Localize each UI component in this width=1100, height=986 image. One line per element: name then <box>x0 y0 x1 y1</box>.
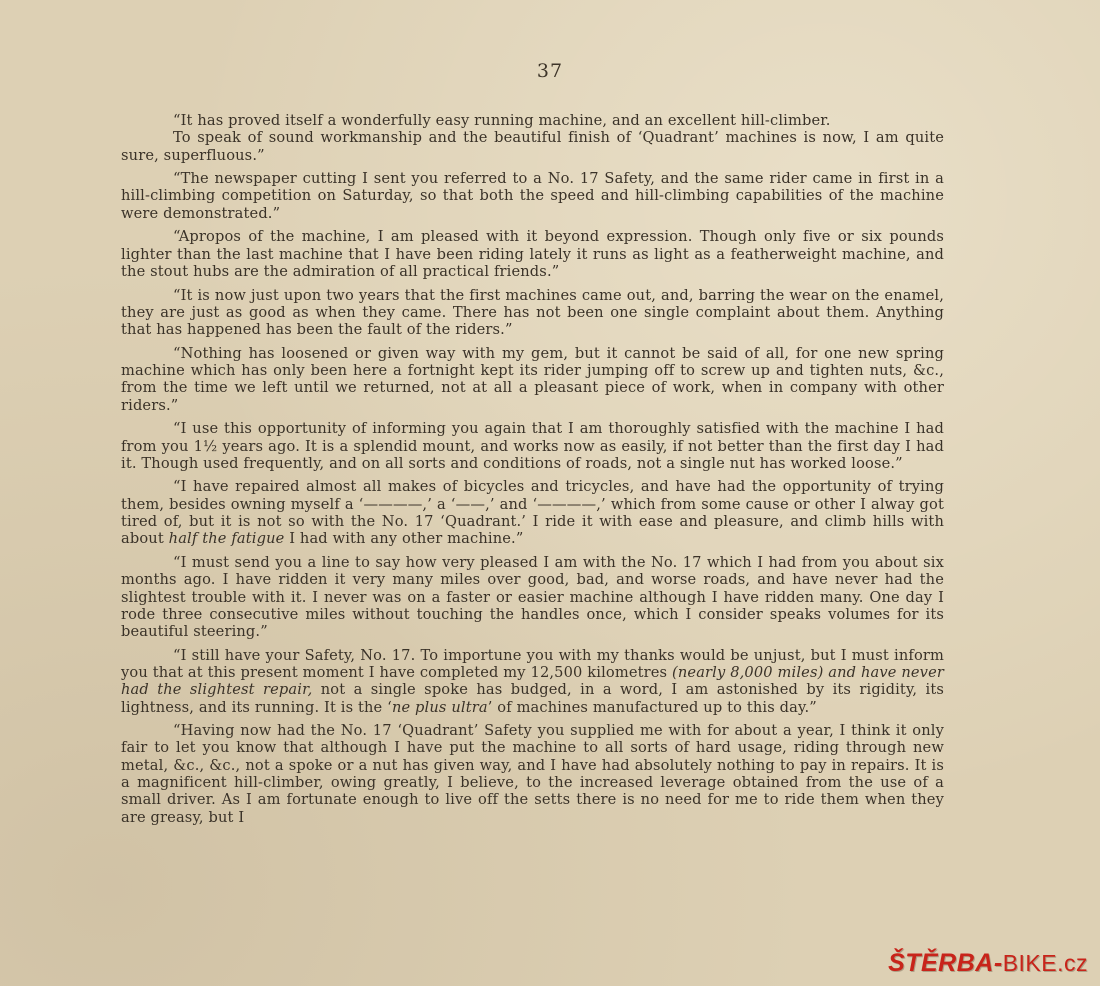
testimonial-paragraph: “I use this opportunity of informing you again that I am thoroughly satisfied with the machine I had from you 1½ years ago. It is a splendid mount, and works now as easily, if not better than the first day I had it. Though used frequently, and on all sorts and conditions of roads, not a single nut has worked loose.” <box>121 420 944 472</box>
testimonial-paragraph: “It is now just upon two years that the first machines came out, and, barring the wear on the enamel, they are just as good as when they came. There has not been one single complaint about them. Anything that has happened has been the fault of the riders.” <box>121 286 944 339</box>
testimonial-paragraph: “It has proved itself a wonderfully easy running machine, and an excellent hill-climber. To speak of sound workmanship and the beautiful finish of ‘Quadrant’ machines is now, I am quite sure, superfluous.” <box>121 112 944 164</box>
testimonial-paragraph: “Apropos of the machine, I am pleased with it beyond expression. Though only five or six pounds lighter than the last machine that I have been riding lately it runs as light as a featherweight machine, and the stout hubs are the admiration of all practical friends.” <box>121 228 944 280</box>
italic-phrase: half the fatigue <box>168 530 285 548</box>
page-body <box>121 112 944 826</box>
testimonial-paragraph: “I must send you a line to say how very pleased I am with the No. 17 which I had from you about six months ago. I have ridden it very many miles over good, bad, and worse roads, and have never had the slightest trouble with it. I never was on a faster or easier machine although I have ridden many. One day I rode three consecutive miles without touching the handles once, which I consider speaks volumes for its beautiful steering.” <box>121 553 944 641</box>
testimonial-paragraph: “Having now had the No. 17 ‘Quadrant’ Safety you supplied me with for about a year, I think it only fair to let you know that although I have put the machine to all sorts of hard usage, riding through new metal, &c., &c., not a spoke or a nut has given way, and I have had absolutely nothing to pay in repairs. It is a magnificent hill-climber, owing greatly, I believe, to the increased leverage obtained from the use of a small driver. As I am fortunate enough to live off the setts there is no need for me to ride them when they are greasy, but I <box>121 722 944 826</box>
testimonial-paragraph: “Nothing has loosened or given way with my gem, but it cannot be said of all, for one new spring machine which has only been here a fortnight kept its rider jumping off to screw up and tighten nuts, &c., from the time we left until we returned, not at all a pleasant piece of work, when in company with other riders.” <box>121 344 944 414</box>
testimonial-paragraph: “The newspaper cutting I sent you referred to a No. 17 Safety, and the same rider came in first in a hill-climbing competition on Saturday, so that both the speed and hill-climbing capabilities of the machine were demonstrated.” <box>121 170 944 222</box>
testimonial-paragraph: “I have repaired almost all makes of bicycles and tricycles, and have had the opportunity of trying them, besides owning myself a ‘————,’ a ‘——,’ and ‘————,’ which from some cause or other I alway got tired of, but it is not so with the No. 17 ‘Quadrant.’ I ride it with ease and pleasure, and climb hills with about half the fatigue I had with any other machine.” <box>121 478 944 548</box>
page-number: 37 <box>536 60 564 82</box>
testimonial-paragraph: “I still have your Safety, No. 17. To importune you with my thanks would be unjust, but I must inform you that at this present moment I have completed my 12,500 kilometres (nearly 8,000 miles) and have never had the slightest repair, not a single spoke has budged, in a word, I am astonished by its rigidity, its lightness, and its running. It is the ‘ne plus ultra’ of machines manufactured up to this day.” <box>121 646 944 716</box>
watermark-logo: ŠTĚRBA-BIKE.cz <box>888 949 1088 977</box>
italic-phrase: (nearly 8,000 miles) and have never had the slightest repair, <box>121 663 944 699</box>
italic-phrase: ne plus ultra <box>391 698 488 716</box>
